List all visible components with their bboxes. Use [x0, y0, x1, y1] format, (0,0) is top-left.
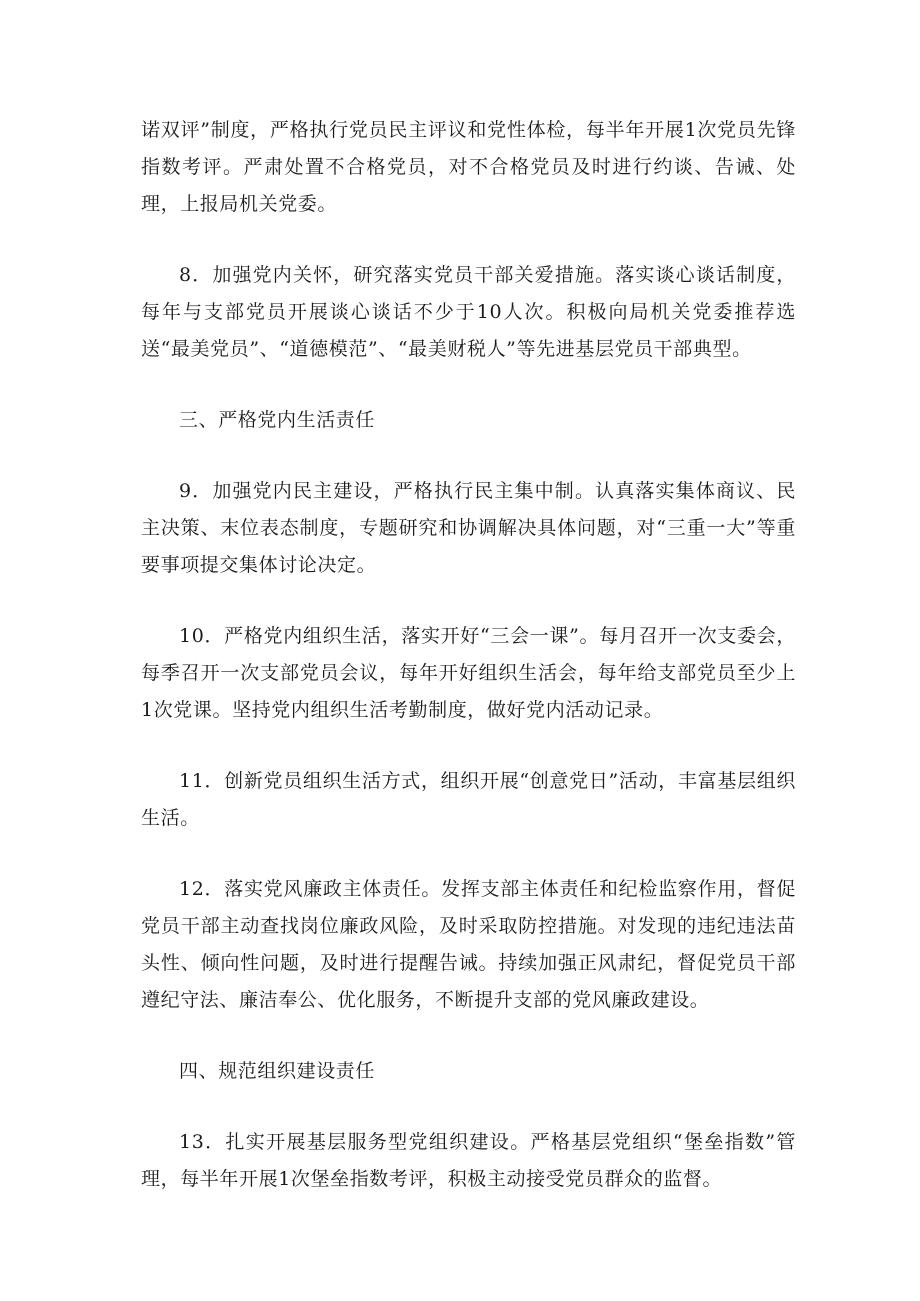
paragraph-item-9: 9．加强党内民主建设，严格执行民主集中制。认真落实集体商议、民主决策、末位表态制度，专题研究和协调解决具体问题，对“三重一大”等重要事项提交集体讨论决定。	[141, 480, 796, 576]
paragraph-item-11: 11．创新党员组织生活方式，组织开展“创意党日”活动，丰富基层组织生活。	[141, 770, 796, 829]
section-heading-3: 三、严格党内生活责任	[179, 409, 376, 431]
paragraph-continuation: 诺双评”制度，严格执行党员民主评议和党性体检，每半年开展1次党员先锋指数考评。严肃处置不合格党员，对不合格党员及时进行约谈、告诫、处理，上报局机关党委。	[141, 119, 796, 215]
paragraph-item-12: 12．落实党风廉政主体责任。发挥支部主体责任和纪检监察作用，督促党员干部主动查找岗位廉政风险，及时采取防控措施。对发现的违纪违法苗头性、倾向性问题，及时进行提醒告诫。持续加强正风肃纪，督促党员干部遵纪守法、廉洁奉公、优化服务，不断提升支部的党风廉政建设。	[141, 878, 796, 1011]
paragraph-item-13: 13．扎实开展基层服务型党组织建设。严格基层党组织“堡垒指数”管理，每半年开展1次堡垒指数考评，积极主动接受党员群众的监督。	[141, 1131, 796, 1190]
section-heading-4: 四、规范组织建设责任	[179, 1060, 376, 1082]
paragraph-item-10: 10．严格党内组织生活，落实开好“三会一课”。每月召开一次支委会，每季召开一次支部党员会议，每年开好组织生活会，每年给支部党员至少上1次党课。坚持党内组织生活考勤制度，做好党内活动记录。	[141, 625, 796, 721]
paragraph-item-8: 8．加强党内关怀，研究落实党员干部关爱措施。落实谈心谈话制度，每年与支部党员开展谈心谈话不少于10人次。积极向局机关党委推荐选送“最美党员”、“道德模范”、“最美财税人”等先进基层党员干部典型。	[141, 264, 796, 360]
document-body	[141, 112, 796, 1198]
